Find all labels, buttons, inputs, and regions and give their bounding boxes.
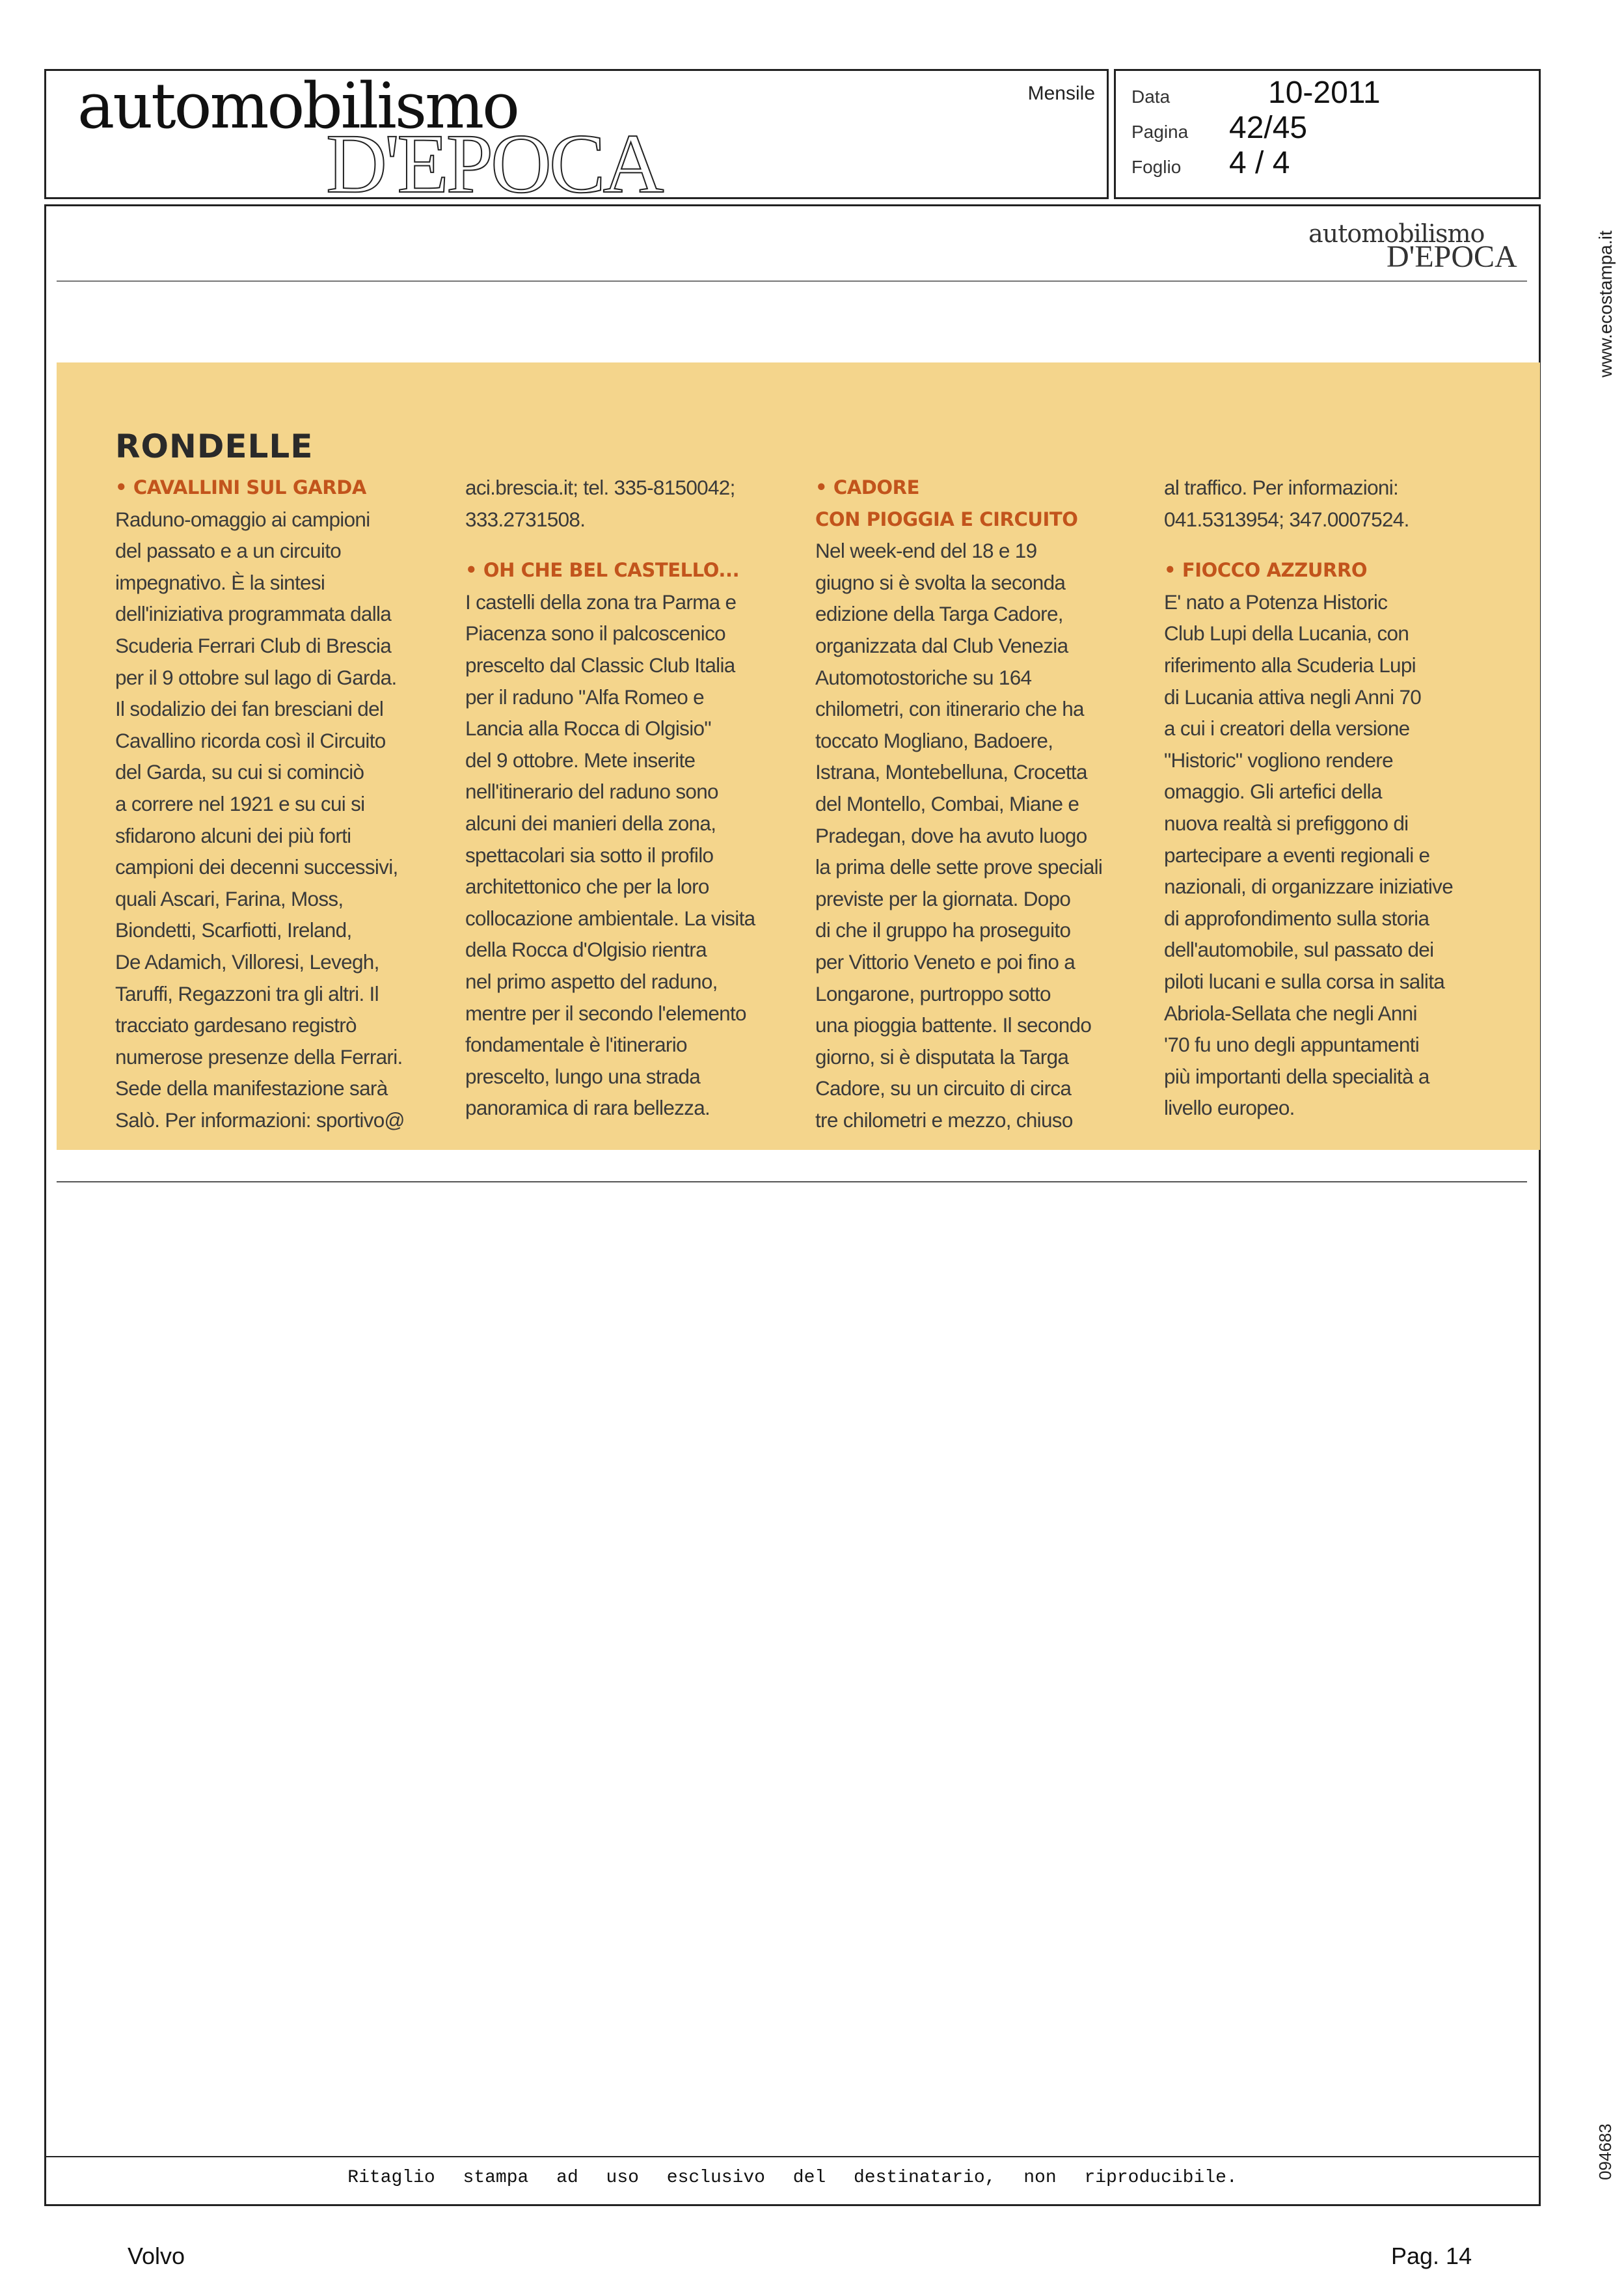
text-line: quali Ascari, Farina, Moss, (115, 886, 344, 910)
text-line: tre chilometri e mezzo, chiuso (815, 1108, 1073, 1132)
website-text: www.ecostampa.it (1595, 230, 1616, 377)
text-line: Club Lupi della Lucania, con (1164, 621, 1409, 646)
footer-client: Volvo (128, 2243, 185, 2269)
text-line: sfidarono alcuni dei più forti (115, 823, 351, 847)
text-line: campioni dei decenni successivi, (115, 855, 398, 879)
section-heading: • CAVALLINI SUL GARDA (115, 476, 366, 498)
text-line: 041.5313954; 347.0007524. (1164, 507, 1409, 531)
text-line: di Lucania attiva negli Anni 70 (1164, 685, 1422, 709)
text-line: Automotostoriche su 164 (815, 665, 1032, 689)
data-value: 10-2011 (1268, 75, 1381, 110)
side-website (1543, 221, 1621, 390)
text-line: Scuderia Ferrari Club di Brescia (115, 633, 392, 657)
text-line: I castelli della zona tra Parma e (465, 590, 737, 614)
text-line: della Rocca d'Olgisio rientra (465, 938, 707, 962)
article-column-4 (1164, 472, 1496, 1124)
text-line: collocazione ambientale. La visita (465, 906, 755, 930)
text-line: "Historic" vogliono rendere (1164, 748, 1393, 772)
meta-row-pagina (1131, 110, 1307, 146)
text-line: alcuni dei manieri della zona, (465, 811, 716, 835)
copyright-note: Ritaglio stampa ad uso esclusivo del destinatario, non riproducibile. (347, 2168, 1238, 2188)
text-line: del passato e a un circuito (115, 539, 342, 563)
mini-logo-top: automobilismo (1308, 219, 1485, 248)
text-line: Longarone, purtroppo sotto (815, 981, 1051, 1005)
text-line: organizzata dal Club Venezia (815, 633, 1068, 657)
meta-row-foglio (1131, 145, 1290, 181)
text-line: Biondetti, Scarfiotti, Ireland, (115, 918, 352, 942)
text-line: Lancia alla Rocca di Olgisio" (465, 716, 711, 741)
text-line: del Montello, Combai, Miane e (815, 791, 1079, 815)
text-line: Sede della manifestazione sarà (115, 1076, 388, 1100)
text-line: a correre nel 1921 e su cui si (115, 791, 365, 815)
pagina-value: 42/45 (1229, 111, 1308, 145)
text-line: nell'itinerario del raduno sono (465, 780, 718, 804)
text-line: '70 fu uno degli appuntamenti (1164, 1033, 1420, 1057)
article-column-1 (115, 472, 447, 1136)
text-line: panoramica di rara bellezza. (465, 1096, 710, 1120)
text-line: partecipare a eventi regionali e (1164, 843, 1430, 867)
article-title: RONDELLE (115, 428, 314, 465)
mini-logo (1308, 213, 1530, 278)
text-line: Istrana, Montebelluna, Crocetta (815, 760, 1087, 784)
section-heading: CON PIOGGIA E CIRCUITO (815, 508, 1078, 530)
text-line: giugno si è svolta la seconda (815, 570, 1066, 594)
text-line: Abriola-Sellata che negli Anni (1164, 1001, 1417, 1025)
text-line: al traffico. Per informazioni: (1164, 476, 1399, 499)
text-line: 333.2731508. (465, 507, 586, 531)
masthead-logo: automobilismo (77, 70, 518, 143)
pagina-label: Pagina (1131, 122, 1189, 142)
data-label: Data (1131, 87, 1171, 107)
text-line: Pradegan, dove ha avuto luogo (815, 823, 1087, 847)
article-column-2 (465, 472, 797, 1124)
clipping-frame (44, 204, 1541, 2206)
text-line: Cavallino ricorda così il Circuito (115, 728, 386, 752)
text-line: E' nato a Potenza Historic (1164, 590, 1388, 614)
text-line: Il sodalizio dei fan bresciani del (115, 697, 384, 721)
text-line: De Adamich, Villoresi, Levegh, (115, 949, 379, 974)
mini-logo-bottom: D'EPOCA (1387, 239, 1517, 274)
text-line: per Vittorio Veneto e poi fino a (815, 949, 1076, 974)
text-line: mentre per il secondo l'elemento (465, 1001, 746, 1025)
text-line: Nel week-end del 18 e 19 (815, 539, 1037, 563)
text-line: piloti lucani e sulla corsa in salita (1164, 969, 1445, 993)
text-line: nel primo aspetto del raduno, (465, 969, 718, 993)
text-line: prescelto, lungo una strada (465, 1064, 701, 1088)
section-heading: • CADORE (815, 476, 920, 498)
text-line: riferimento alla Scuderia Lupi (1164, 653, 1416, 677)
footer-page-number: Pag. 14 (1391, 2243, 1472, 2269)
text-line: Piacenza sono il palcoscenico (465, 621, 725, 646)
header-meta-box (1114, 69, 1541, 199)
periodicity-label: Mensile (1027, 83, 1095, 104)
bottom-rule (57, 1181, 1527, 1182)
text-line: impegnativo. È la sintesi (115, 570, 325, 594)
text-line: più importanti della specialità a (1164, 1064, 1429, 1088)
meta-row-data (1131, 75, 1381, 111)
text-line: omaggio. Gli artefici della (1164, 780, 1382, 804)
text-line: Raduno-omaggio ai campioni (115, 507, 370, 531)
side-code (1543, 2102, 1621, 2200)
article-column-3 (815, 472, 1147, 1136)
footer-rule (46, 2156, 1539, 2157)
text-line: livello europeo. (1164, 1096, 1295, 1120)
text-line: toccato Mogliano, Badoere, (815, 728, 1053, 752)
text-line: per il raduno "Alfa Romeo e (465, 685, 704, 709)
section-heading: • FIOCCO AZZURRO (1164, 559, 1368, 582)
text-line: di approfondimento sulla storia (1164, 906, 1429, 930)
text-line: per il 9 ottobre sul lago di Garda. (115, 665, 397, 689)
text-line: numerose presenze della Ferrari. (115, 1044, 403, 1069)
text-line: dell'iniziativa programmata dalla (115, 602, 392, 626)
text-line: nazionali, di organizzare iniziative (1164, 875, 1454, 899)
article-clipping (57, 362, 1540, 1150)
text-line: edizione della Targa Cadore, (815, 602, 1063, 626)
text-line: aci.brescia.it; tel. 335-8150042; (465, 476, 735, 499)
header-logo-box (44, 69, 1109, 211)
foglio-value: 4 / 4 (1229, 146, 1290, 180)
masthead-logo-subtitle: D'EPOCA (326, 117, 662, 211)
text-line: Taruffi, Regazzoni tra gli altri. Il (115, 981, 379, 1005)
text-line: di che il gruppo ha proseguito (815, 918, 1071, 942)
text-line: giorno, si è disputata la Targa (815, 1044, 1069, 1069)
column-gap (465, 535, 797, 554)
foglio-label: Foglio (1131, 157, 1182, 177)
text-line: la prima delle sette prove speciali (815, 855, 1103, 879)
text-line: Cadore, su un circuito di circa (815, 1076, 1072, 1100)
text-line: a cui i creatori della versione (1164, 716, 1410, 741)
text-line: nuova realtà si prefiggono di (1164, 811, 1409, 835)
column-gap (1164, 535, 1496, 554)
text-line: chilometri, con itinerario che ha (815, 697, 1084, 721)
text-line: Salò. Per informazioni: sportivo@ (115, 1108, 405, 1132)
top-rule (57, 280, 1527, 282)
text-line: dell'automobile, sul passato dei (1164, 938, 1434, 962)
code-text: 094683 (1595, 2123, 1615, 2180)
text-line: architettonico che per la loro (465, 875, 709, 899)
text-line: tracciato gardesano registrò (115, 1013, 357, 1037)
section-heading: • OH CHE BEL CASTELLO... (465, 559, 740, 582)
text-line: prescelto dal Classic Club Italia (465, 653, 735, 677)
text-line: del Garda, su cui si cominciò (115, 760, 364, 784)
text-line: previste per la giornata. Dopo (815, 886, 1071, 910)
text-line: spettacolari sia sotto il profilo (465, 843, 714, 867)
text-line: una pioggia battente. Il secondo (815, 1013, 1092, 1037)
text-line: fondamentale è l'itinerario (465, 1033, 687, 1057)
text-line: del 9 ottobre. Mete inserite (465, 748, 696, 772)
